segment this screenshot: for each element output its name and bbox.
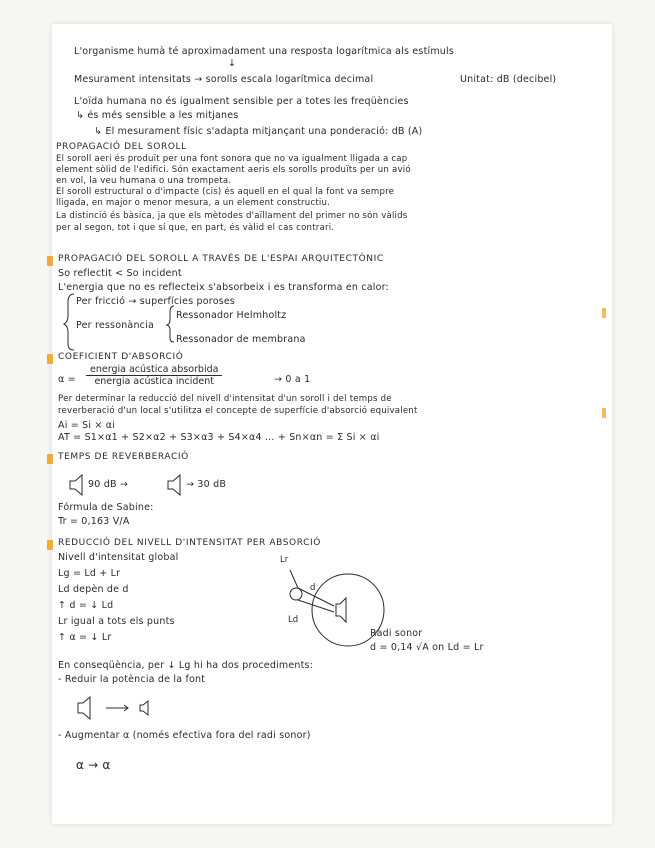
eq-alpha-fraction [86, 364, 222, 387]
highlight-marker [47, 454, 53, 464]
heading-propagation: PROPAGACIÓ DEL SOROLL [56, 142, 187, 152]
eq-lg: Lg = Ld + Lr [58, 568, 121, 579]
speaker-reduction-icon [76, 696, 196, 720]
heading-architectural-propagation: PROPAGACIÓ DEL SOROLL A TRAVÉS DE L'ESPAI ARQUITECTÒNIC [58, 254, 384, 264]
line-energy-absorbed: L'energia que no es reflecteix s'absorbeix i es transforma en calor: [58, 282, 389, 293]
eq-at: AT = S1×α1 + S2×α2 + S3×α3 + S4×α4 ... + Sn×αn = Σ Si × αi [58, 432, 380, 443]
line-global-level: Nivell d'intensitat global [58, 552, 179, 563]
line-friction: Per fricció → superfícies poroses [76, 296, 236, 307]
line-alpha-lr: ↑ α = ↓ Lr [58, 632, 112, 643]
line-organism-response: L'organisme humà té aproximadament una resposta logarítmica als estímuls [74, 46, 455, 57]
line-helmholtz: Ressonador Helmholtz [176, 310, 287, 321]
eq-ai: Ai = Si × αi [58, 420, 116, 431]
eq-radi-sonor: d = 0,14 √A on Ld = Lr [370, 642, 484, 653]
line-more-sensitive: ↳ és més sensible a les mitjanes [76, 110, 239, 121]
line-unit: Unitat: dB (decibel) [460, 74, 557, 85]
eq-alpha-label: α = [58, 374, 76, 385]
para-structural-1: El soroll estructural o d'impacte (cis) és aquell en el qual la font va sempre [56, 187, 395, 197]
line-alpha-arrow: α → α [76, 758, 111, 772]
line-membrane: Ressonador de membrana [176, 334, 306, 345]
para-equivalent-1: Per determinar la reducció del nivell d'intensitat d'un soroll i del temps de [58, 394, 392, 404]
down-arrow: ↓ [228, 58, 237, 69]
eq-sabine: Tr = 0,163 V/A [58, 516, 130, 527]
line-reflected: So reflectit < So incident [58, 268, 182, 279]
line-ld-depends: Ld depèn de d [58, 584, 129, 595]
diagram-lr-label: Lr [280, 555, 289, 565]
para-distinction-2: per al segon, tot i que sí que, en part, és vàlid el cas contrari. [56, 223, 335, 233]
line-reduce-power: - Reduir la potència de la font [58, 674, 206, 685]
page-tab-marker [602, 408, 606, 418]
line-intensity-measurement: Mesurament intensitats → sorolls escala logarítmica decimal [74, 74, 374, 85]
line-lr-equal: Lr igual a tots els punts [58, 616, 175, 627]
para-distinction-1: La distinció és bàsica, ja que els mètodes d'aïllament del primer no són vàlids [56, 211, 408, 221]
heading-intensity-reduction: REDUCCIÓ DEL NIVELL D'INTENSITAT PER ABSORCIÓ [58, 538, 321, 548]
heading-absorption-coefficient: COEFICIENT D'ABSORCIÓ [58, 352, 184, 362]
line-weighting: ↳ El mesurament físic s'adapta mitjançant una ponderació: dB (A) [94, 126, 423, 137]
highlight-marker [47, 256, 53, 266]
diagram-d-label: d [310, 583, 316, 593]
line-resonance: Per ressonància [76, 320, 154, 331]
para-airborne-3: en vol, la veu humana o una trompeta. [56, 176, 232, 186]
eq-denominator: energia acústica incident [94, 376, 214, 387]
para-structural-2: lligada, en major o menor mesura, a un element constructiu. [56, 198, 331, 208]
para-airborne-1: El soroll aeri és produït per una font sonora que no va igualment lligada a cap [56, 154, 408, 164]
line-ear-frequencies: L'oïda humana no és igualment sensible per a totes les freqüències [74, 96, 409, 107]
diagram-ld-label: Ld [288, 615, 299, 625]
line-sabine: Fórmula de Sabine: [58, 502, 154, 513]
line-30db: → 30 dB [186, 479, 227, 490]
eq-numerator: energia acústica absorbida [86, 364, 222, 376]
para-equivalent-2: reverberació d'un local s'utilitza el concepte de superfície d'absorció equivalent [58, 406, 418, 416]
para-airborne-2: element sòlid de l'edifici. Són exactament aeris els sorolls produïts per un avió [56, 165, 411, 175]
notes-page [52, 24, 612, 824]
line-increase-alpha: - Augmentar α (només efectiva fora del radi sonor) [58, 730, 311, 741]
heading-reverberation-time: TEMPS DE REVERBERACIÓ [58, 452, 189, 462]
line-d-ld: ↑ d = ↓ Ld [58, 600, 114, 611]
highlight-marker [47, 540, 53, 550]
line-90db: 90 dB → [88, 479, 129, 490]
brace-icon [66, 292, 186, 352]
line-radi-sonor: Radi sonor [370, 628, 423, 639]
line-consequence: En conseqüència, per ↓ Lg hi ha dos procediments: [58, 660, 314, 671]
highlight-marker [47, 354, 53, 364]
eq-range: → 0 a 1 [274, 374, 311, 385]
page-tab-marker [602, 308, 606, 318]
